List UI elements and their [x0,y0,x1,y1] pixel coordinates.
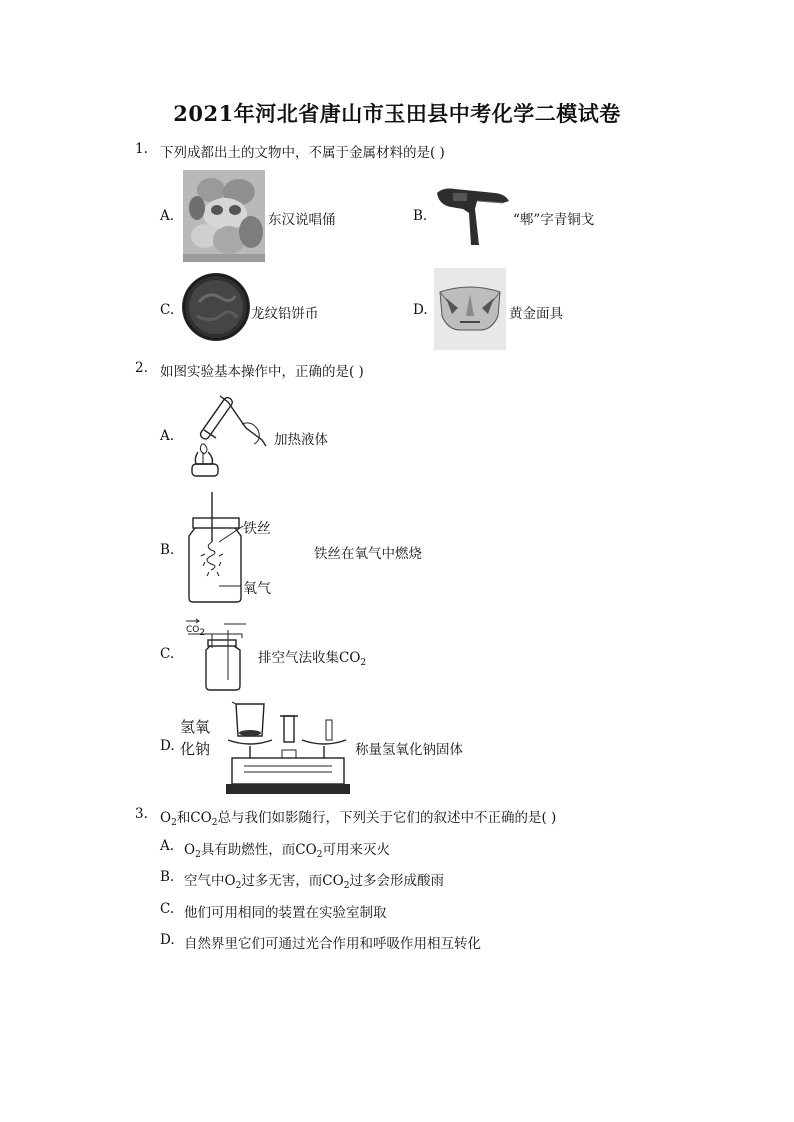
heating-liquid-diagram-icon [182,390,274,482]
q1-option-a-text[interactable]: 东汉说唱俑 [268,212,336,228]
question-3-number: 3. [135,806,148,822]
question-1-number: 1. [135,141,148,157]
q2-option-a-letter[interactable]: A. [160,428,175,444]
oxygen-figure-label: 氧气 [243,581,271,597]
q2-option-c-letter[interactable]: C. [160,646,175,662]
co2-figure-label: $CO_2$ [186,625,206,638]
q1-option-b-letter[interactable]: B. [413,208,428,224]
q3-option-b-letter[interactable]: B. [160,869,175,885]
iron-wire-figure-label: 铁丝 [243,521,271,537]
page-title: 2021年河北省唐山市玉田县中考化学二模试卷 [173,101,621,126]
q3-option-c-letter[interactable]: C. [160,901,175,917]
gas-collection-bottle-diagram-icon [184,618,256,692]
naoh-figure-label-line2: 化钠 [180,740,211,758]
iron-wire-oxygen-diagram-icon [185,490,290,606]
q1-option-b-text[interactable]: “郫”字青铜戈 [513,212,595,228]
q2-option-a-text[interactable]: 加热液体 [274,432,328,448]
q3-option-b-text[interactable]: 空气中$O_2$过多无害，而$CO_2$过多会形成酸雨 [184,873,444,891]
question-2-text: 如图实验基本操作中，正确的是( ) [160,364,364,380]
question-2-number: 2. [135,360,148,376]
q1-option-c-letter[interactable]: C. [160,302,175,318]
q3-option-d-text[interactable]: 自然界里它们可通过光合作用和呼吸作用相互转化 [184,936,481,952]
question-1-text: 下列成都出土的文物中，不属于金属材料的是( ) [160,145,445,161]
q2-option-d-letter[interactable]: D. [160,738,175,754]
q1-option-c-text[interactable]: 龙纹铅饼币 [251,306,319,322]
q3-option-c-text[interactable]: 他们可用相同的装置在实验室制取 [184,905,387,921]
lead-coin-image-icon [181,272,251,342]
q1-option-d-letter[interactable]: D. [413,302,428,318]
balance-scale-diagram-icon [222,700,352,800]
q3-option-a-text[interactable]: $O_2$具有助燃性，而$CO_2$可用来灭火 [184,842,390,860]
q2-option-b-letter[interactable]: B. [160,542,175,558]
q1-option-a-letter[interactable]: A. [160,208,175,224]
q3-option-a-letter[interactable]: A. [160,838,175,854]
q3-option-d-letter[interactable]: D. [160,932,175,948]
naoh-figure-label-line1: 氢氧 [180,718,211,736]
question-3-text: $O_2$和$CO_2$总与我们如影随行，下列关于它们的叙述中不正确的是( ) [160,810,557,828]
q1-option-d-text[interactable]: 黄金面具 [509,306,563,322]
gold-mask-image-icon [434,268,506,350]
figurine-image-icon [183,170,265,262]
bronze-ge-image-icon [433,183,513,249]
q2-option-c-text[interactable]: 排空气法收集$CO_2$ [258,650,367,668]
q2-option-d-text[interactable]: 称量氢氧化钠固体 [355,742,463,758]
q2-option-b-text[interactable]: 铁丝在氧气中燃烧 [314,546,422,562]
